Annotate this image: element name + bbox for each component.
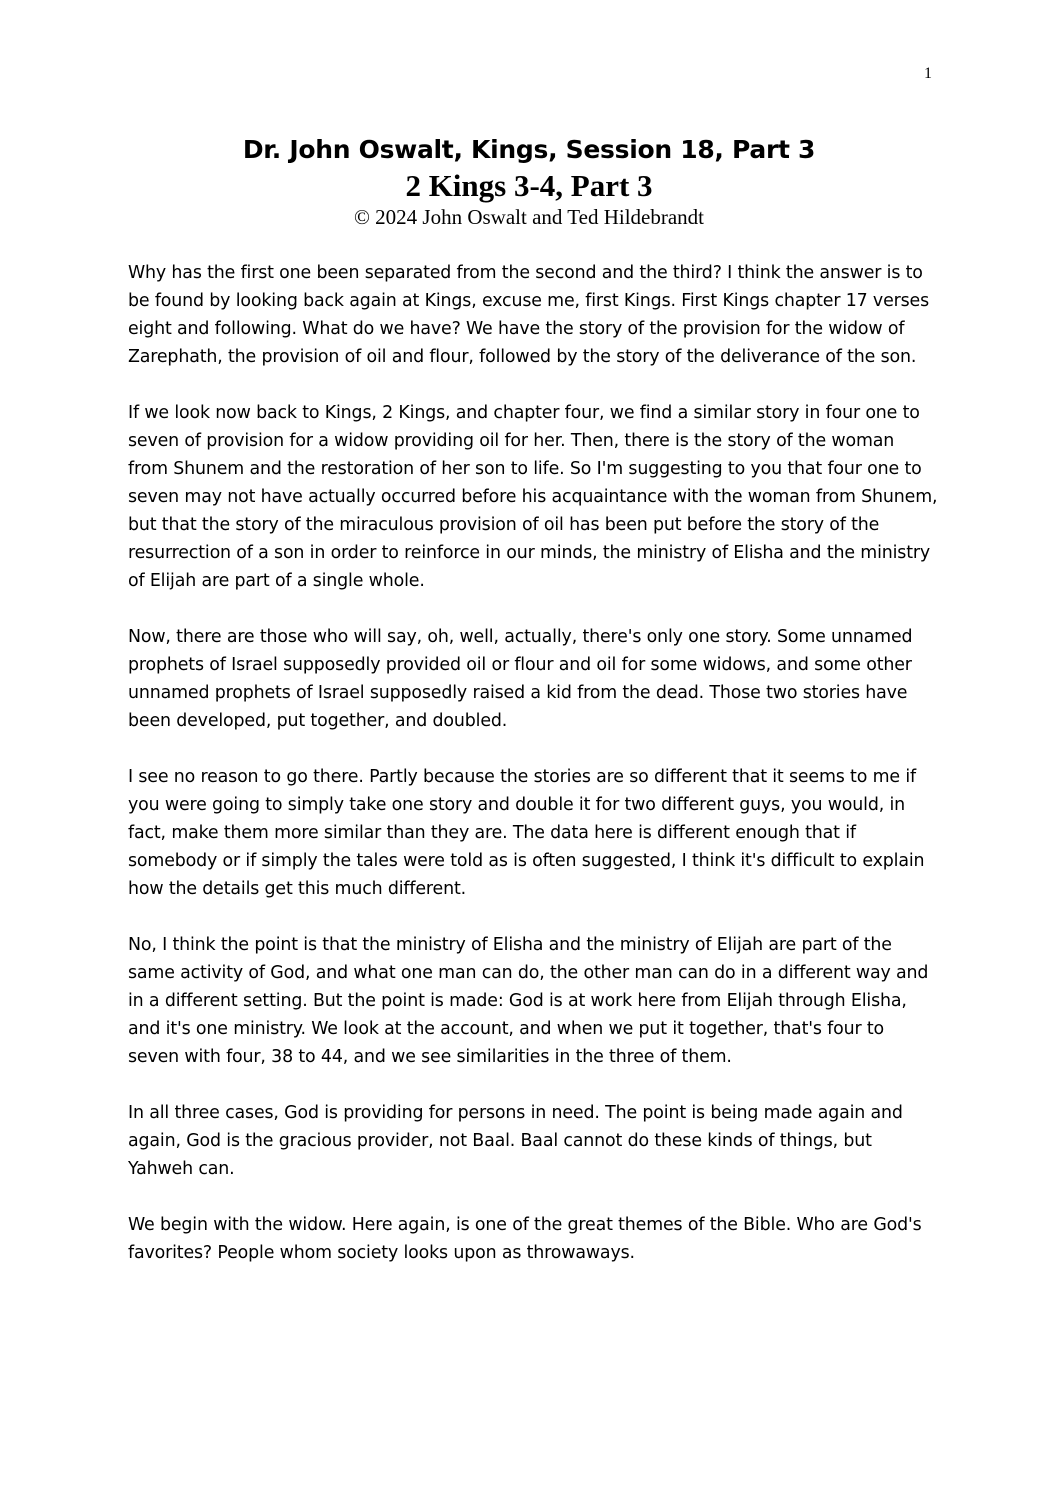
paragraph: Now, there are those who will say, oh, well, actually, there's only one story. Some unnamed prophets of Israel supposedly provided oil or flour and oil for some widows, and some other unnamed prophets of Israel supposedly raised a kid from the dead. Those two stories have been developed, put together, and doubled.	[128, 627, 913, 731]
document-title: Dr. John Oswalt, Kings, Session 18, Part 3	[242, 135, 816, 164]
document-body	[128, 259, 938, 1295]
paragraph: Why has the first one been separated from the second and the third? I think the answer is to be found by looking back again at Kings, excuse me, first Kings. First Kings chapter 17 verses eight and following. What do we have? We have the story of the provision for the widow of Zarephath, the provision of oil and flour, followed by the story of the deliverance of the son.	[128, 263, 929, 367]
document-header	[0, 132, 1058, 230]
paragraph: I see no reason to go there. Partly because the stories are so different that it seems to me if you were going to simply take one story and double it for two different guys, you would, in fact, make them more similar than they are. The data here is different enough that if somebody or if simply the tales were told as is often suggested, I think it's difficult to explain how the details get this much different.	[128, 767, 925, 899]
paragraph: If we look now back to Kings, 2 Kings, and chapter four, we find a similar story in four one to seven of provision for a widow providing oil for her. Then, there is the story of the woman from Shunem and the restoration of her son to life. So I'm suggesting to you that four one to seven may not have actually occurred before his acquaintance with the woman from Shunem, but that the story of the miraculous provision of oil has been put before the story of the resurrection of a son in order to reinforce in our minds, the ministry of Elisha and the ministry of Elijah are part of a single whole.	[128, 403, 938, 591]
document-subtitle: 2 Kings 3-4, Part 3	[405, 168, 653, 203]
paragraph: We begin with the widow. Here again, is one of the great themes of the Bible. Who are God's favorites? People whom society looks upon as throwaways.	[128, 1215, 922, 1263]
paragraph: No, I think the point is that the ministry of Elisha and the ministry of Elijah are part of the same activity of God, and what one man can do, the other man can do in a different way and in a different setting. But the point is made: God is at work here from Elijah through Elisha, and it's one ministry. We look at the account, and when we put it together, that's four to seven with four, 38 to 44, and we see similarities in the three of them.	[128, 935, 929, 1067]
paragraph: In all three cases, God is providing for persons in need. The point is being made again and again, God is the gracious provider, not Baal. Baal cannot do these kinds of things, but Yahweh can.	[128, 1103, 903, 1179]
page-number: 1	[924, 65, 932, 82]
copyright-notice: © 2024 John Oswalt and Ted Hildebrandt	[353, 205, 705, 229]
